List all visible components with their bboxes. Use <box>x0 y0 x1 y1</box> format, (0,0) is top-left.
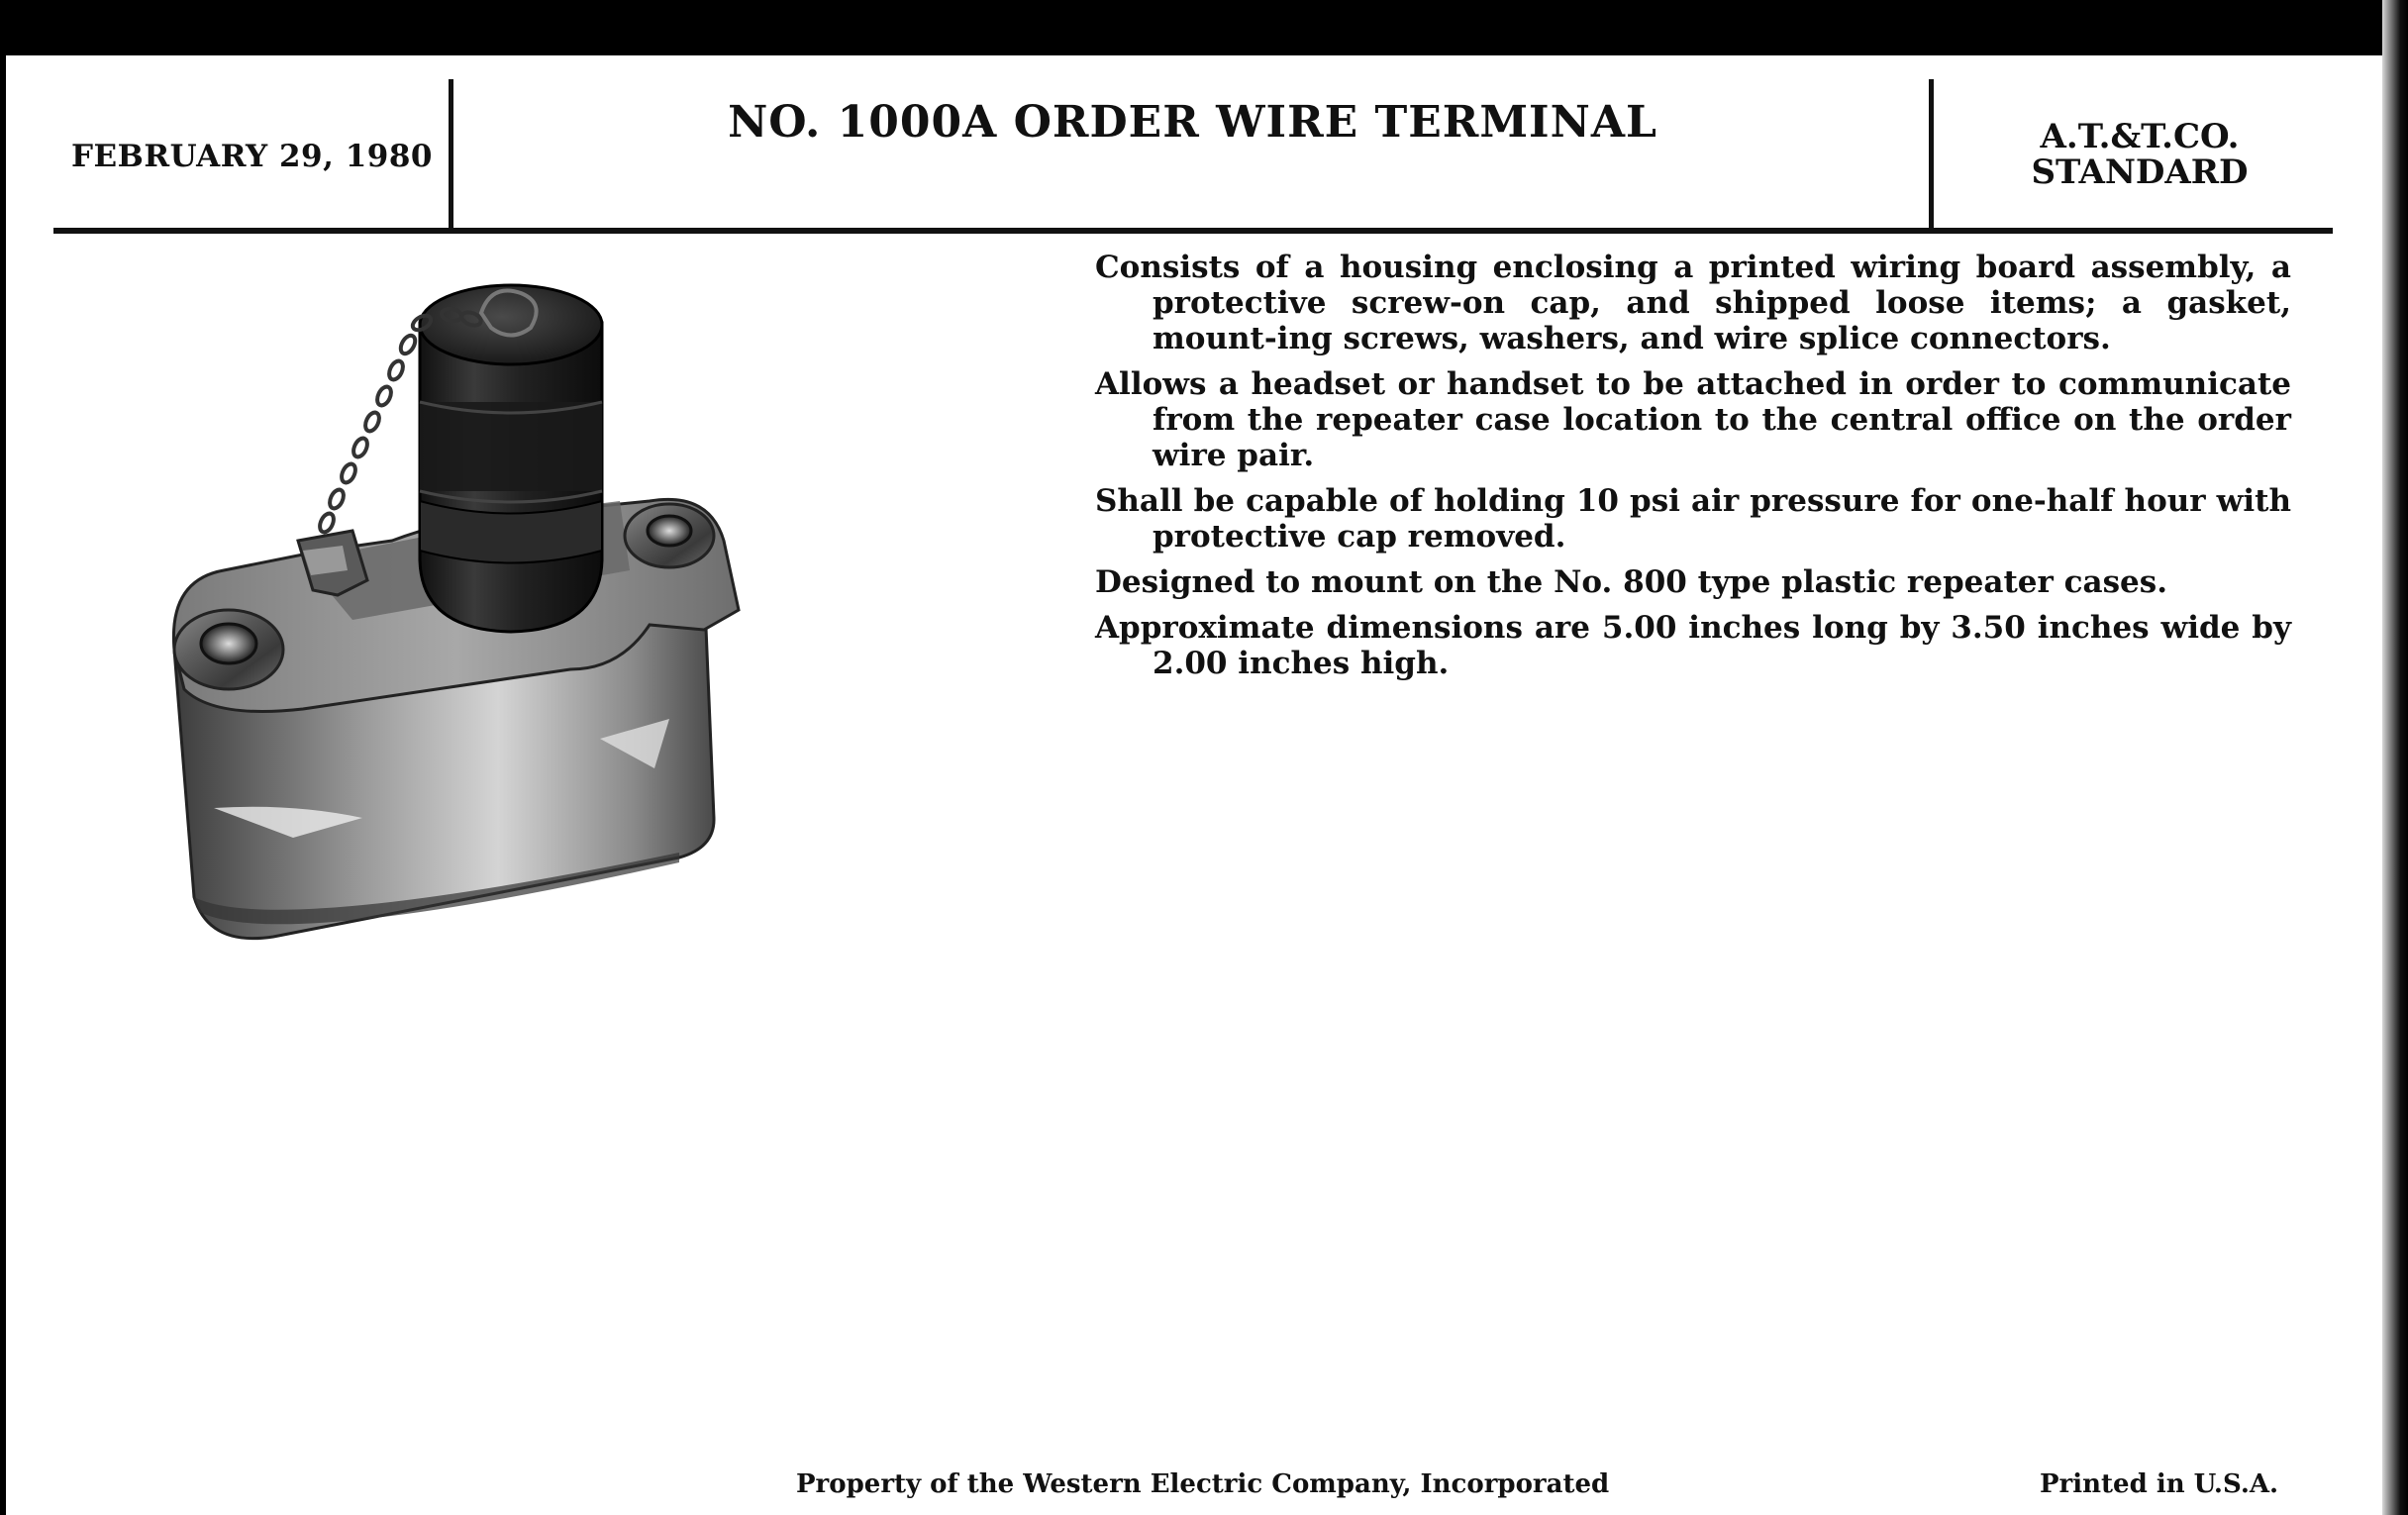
description-paragraph: Shall be capable of holding 10 psi air pressure for one-half hour with protective cap removed. <box>1095 483 2291 555</box>
header-standard <box>1937 119 2343 190</box>
document-sheet <box>6 55 2382 1515</box>
description <box>1095 250 2291 691</box>
footer-property: Property of the Western Electric Company, Incorporated <box>796 1469 1610 1499</box>
header-rule <box>53 228 2333 234</box>
header-divider-right <box>1929 79 1934 228</box>
standard-line-2: STANDARD <box>2031 152 2249 192</box>
footer-printed: Printed in U.S.A. <box>2040 1469 2279 1499</box>
description-paragraph: Designed to mount on the No. 800 type plastic repeater cases. <box>1095 564 2168 600</box>
page-title: NO. 1000A ORDER WIRE TERMINAL <box>728 97 1657 148</box>
header-divider-left <box>449 79 453 228</box>
description-paragraph: Approximate dimensions are 5.00 inches long by 3.50 inches wide by 2.00 inches high. <box>1095 610 2291 681</box>
description-paragraph: Allows a headset or handset to be attached in order to communicate from the repeater case location to the central office on the order wire pair. <box>1095 366 2291 473</box>
description-paragraph: Consists of a housing enclosing a printed wiring board assembly, a protective screw-on cap, and shipped loose items; a gasket, mount-ing screws, washers, and wire splice connectors. <box>1095 250 2291 356</box>
standard-line-1: A.T.&T.CO. <box>2040 117 2240 156</box>
order-wire-terminal-photo <box>154 253 996 1026</box>
header-date: FEBRUARY 29, 1980 <box>71 139 433 174</box>
scan-edge <box>2382 0 2408 1515</box>
